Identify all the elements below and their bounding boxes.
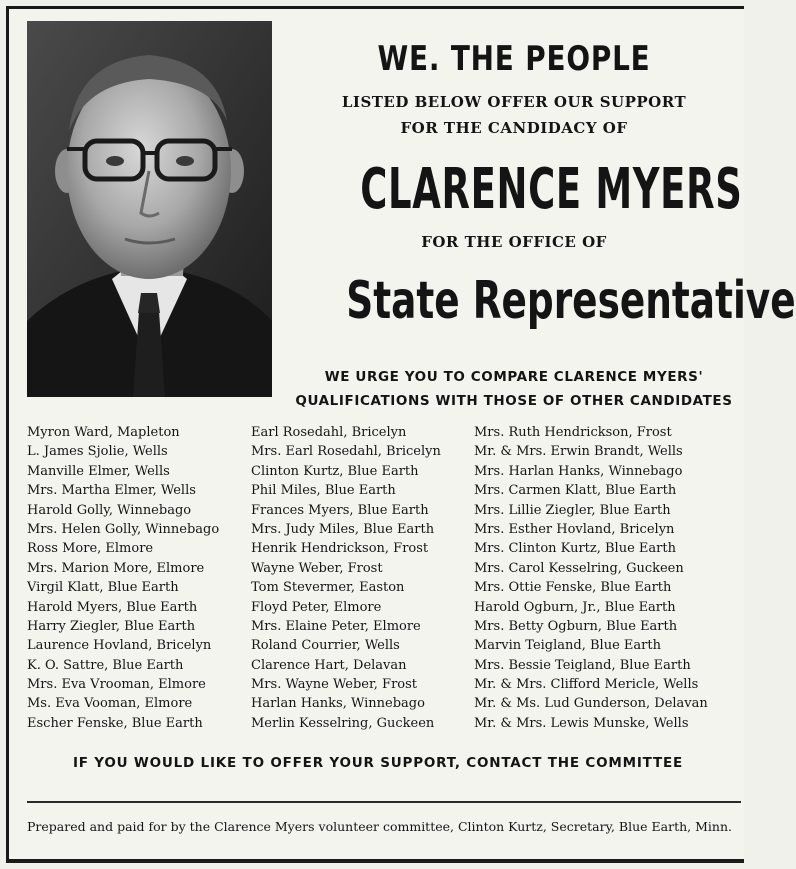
headline-we-the-people: WE. THE PEOPLE (377, 39, 651, 79)
supporter-name: Mrs. Esther Hovland, Bricelyn (474, 521, 675, 537)
supporter-name: Harold Golly, Winnebago (27, 502, 192, 518)
footer-divider (27, 801, 741, 803)
candidate-portrait (27, 21, 272, 397)
headline-office-line: FOR THE OFFICE OF (421, 233, 607, 251)
supporter-name: Virgil Klatt, Blue Earth (27, 580, 179, 596)
supporter-name: Mr. & Mrs. Clifford Mericle, Wells (474, 677, 699, 693)
supporter-name: Ms. Eva Vooman, Elmore (27, 696, 193, 712)
supporter-name: Frances Myers, Blue Earth (251, 502, 429, 518)
call-to-action: IF YOU WOULD LIKE TO OFFER YOUR SUPPORT, CONTACT THE COMMITTEE (72, 755, 684, 771)
disclaimer-footer: Prepared and paid for by the Clarence Myers volunteer committee, Clinton Kurtz, Secretary, Blue Earth, Minn. (27, 819, 732, 834)
campaign-advertisement (6, 6, 796, 863)
supporter-name: Manville Elmer, Wells (27, 463, 170, 479)
supporter-name: Earl Rosedahl, Bricelyn (251, 425, 407, 440)
supporters-column-2 (251, 423, 441, 733)
supporter-name: Mrs. Elaine Peter, Elmore (251, 618, 421, 634)
supporter-name: Mrs. Betty Ogburn, Blue Earth (474, 618, 678, 634)
supporter-name: Laurence Hovland, Bricelyn (27, 638, 212, 654)
supporter-name: Mrs. Eva Vrooman, Elmore (27, 677, 206, 693)
supporter-name: L. James Sjolie, Wells (27, 444, 168, 460)
urge-line-2: QUALIFICATIONS WITH THOSE OF OTHER CANDIDATES (295, 393, 733, 409)
supporter-name: Floyd Peter, Elmore (251, 599, 382, 615)
supporter-name: Harold Ogburn, Jr., Blue Earth (474, 599, 676, 615)
supporters-column-1 (27, 423, 219, 733)
supporter-name: Tom Stevermer, Easton (251, 580, 405, 596)
supporter-name: Phil Miles, Blue Earth (251, 483, 396, 499)
supporter-name: Mrs. Harlan Hanks, Winnebago (474, 463, 683, 479)
urge-line-1: WE URGE YOU TO COMPARE CLARENCE MYERS' (324, 369, 704, 385)
supporters-column-3 (474, 423, 708, 733)
supporter-name: Mrs. Ruth Hendrickson, Frost (474, 425, 672, 440)
supporter-name: Harry Ziegler, Blue Earth (27, 618, 196, 634)
supporter-name: Mrs. Judy Miles, Blue Earth (251, 521, 435, 537)
supporter-name: Mr. & Mrs. Lewis Munske, Wells (474, 715, 689, 731)
portrait-image (27, 21, 272, 397)
supporter-name: Harlan Hanks, Winnebago (251, 696, 425, 712)
supporter-name: Mr. & Ms. Lud Gunderson, Delavan (474, 696, 708, 712)
supporter-name: Mrs. Bessie Teigland, Blue Earth (474, 657, 691, 673)
supporter-name: Merlin Kesselring, Guckeen (251, 715, 435, 731)
office-title: State Representative (346, 271, 796, 331)
supporter-name: Roland Courrier, Wells (251, 638, 400, 654)
supporter-name: Harold Myers, Blue Earth (27, 599, 198, 615)
supporter-name: Mrs. Carmen Klatt, Blue Earth (474, 483, 677, 499)
supporter-name: Mr. & Mrs. Erwin Brandt, Wells (474, 444, 683, 460)
supporter-name: Wayne Weber, Frost (251, 560, 383, 576)
supporter-name: Mrs. Helen Golly, Winnebago (27, 521, 220, 537)
supporter-name: Mrs. Wayne Weber, Frost (251, 677, 418, 693)
headline-support-line: LISTED BELOW OFFER OUR SUPPORT (341, 93, 687, 111)
candidate-name: CLARENCE MYERS (360, 157, 743, 222)
supporter-name: Mrs. Lillie Ziegler, Blue Earth (474, 502, 671, 518)
supporter-name: Marvin Teigland, Blue Earth (474, 638, 661, 654)
headline-candidacy-line: FOR THE CANDIDACY OF (400, 119, 628, 137)
supporter-name: Mrs. Clinton Kurtz, Blue Earth (474, 541, 676, 557)
supporter-name: K. O. Sattre, Blue Earth (27, 657, 184, 673)
supporter-name: Mrs. Earl Rosedahl, Bricelyn (251, 444, 441, 460)
supporter-name: Ross More, Elmore (27, 541, 154, 557)
supporter-name: Mrs. Carol Kesselring, Guckeen (474, 560, 684, 576)
supporter-name: Clinton Kurtz, Blue Earth (251, 463, 419, 479)
supporter-name: Myron Ward, Mapleton (27, 425, 180, 440)
supporter-name: Clarence Hart, Delavan (251, 657, 407, 673)
supporter-name: Mrs. Marion More, Elmore (27, 560, 205, 576)
supporter-name: Mrs. Ottie Fenske, Blue Earth (474, 580, 672, 596)
supporter-name: Mrs. Martha Elmer, Wells (27, 483, 196, 499)
supporter-name: Escher Fenske, Blue Earth (27, 715, 203, 731)
supporter-name: Henrik Hendrickson, Frost (251, 541, 429, 557)
